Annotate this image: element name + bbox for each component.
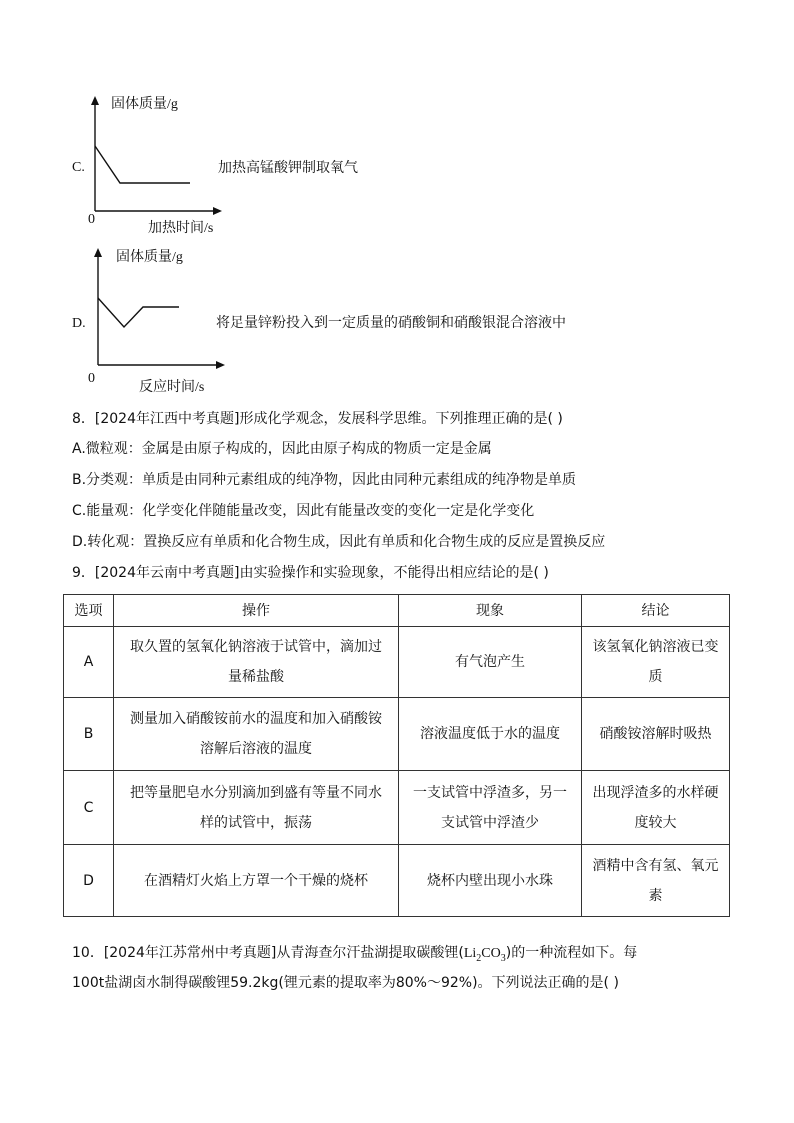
q10-stem-line2: 100t盐湖卤水制得碳酸锂59.2kg(锂元素的提取率为80%～92%)。下列说法正确的是( ) [72, 975, 619, 991]
option-d-origin: 0 [88, 371, 95, 386]
q9-table [63, 594, 730, 917]
formula-sub: 3 [500, 952, 506, 964]
formula-sub: 2 [476, 952, 482, 964]
header-option: 选项 [64, 595, 114, 627]
option-c-x-label: 加热时间/s [148, 221, 214, 236]
row-option: C [64, 771, 114, 845]
row-phenomenon: 一支试管中浮渣多，另一支试管中浮渣少 [399, 771, 582, 845]
option-c-origin: 0 [88, 212, 95, 227]
formula-base: Li [463, 946, 477, 961]
option-d-description: 将足量锌粉投入到一定质量的硝酸铜和硝酸银混合溶液中 [216, 315, 566, 331]
q10-stem-part1: 10．[2024年江苏常州中考真题]从青海查尔汗盐湖提取碳酸锂( [72, 945, 464, 961]
header-conclusion: 结论 [582, 595, 730, 627]
row-option: A [64, 627, 114, 698]
row-operation: 把等量肥皂水分别滴加到盛有等量不同水样的试管中，振荡 [114, 771, 399, 845]
row-phenomenon: 溶液温度低于水的温度 [399, 698, 582, 771]
row-option: D [64, 845, 114, 917]
q8-stem: 8．[2024年江西中考真题]形成化学观念，发展科学思维。下列推理正确的是( ) [72, 411, 563, 427]
table-row [64, 771, 730, 845]
q10-stem-line1 [72, 943, 637, 969]
q9-stem: 9．[2024年云南中考真题]由实验操作和实验现象，不能得出相应结论的是( ) [72, 565, 549, 581]
row-conclusion: 酒精中含有氢、氧元素 [582, 845, 730, 917]
option-c-y-label: 固体质量/g [111, 97, 178, 112]
option-c-letter: C. [72, 160, 85, 175]
table-row [64, 627, 730, 698]
table-row [64, 845, 730, 917]
row-conclusion: 硝酸铵溶解时吸热 [582, 698, 730, 771]
option-c-description: 加热高锰酸钾制取氧气 [218, 160, 358, 176]
option-d-x-label: 反应时间/s [139, 380, 205, 395]
row-operation: 取久置的氢氧化钠溶液于试管中，滴加过量稀盐酸 [114, 627, 399, 698]
header-operation: 操作 [114, 595, 399, 627]
table-row [64, 698, 730, 771]
option-c-curve [95, 146, 190, 183]
row-operation: 在酒精灯火焰上方罩一个干燥的烧杯 [114, 845, 399, 917]
q10-formula [463, 946, 506, 964]
option-d-curve [98, 298, 179, 327]
option-d-axes [88, 248, 228, 378]
row-phenomenon: 有气泡产生 [399, 627, 582, 698]
row-phenomenon: 烧杯内壁出现小水珠 [399, 845, 582, 917]
table-header-row [64, 595, 730, 627]
option-d-y-label: 固体质量/g [116, 250, 183, 265]
header-phenomenon: 现象 [399, 595, 582, 627]
row-option: B [64, 698, 114, 771]
q8-option-d: D.转化观：置换反应有单质和化合物生成，因此有单质和化合物生成的反应是置换反应 [72, 534, 606, 550]
row-conclusion: 出现浮渣多的水样硬度较大 [582, 771, 730, 845]
option-d-letter: D. [72, 316, 86, 331]
q8-option-a: A.微粒观：金属是由原子构成的，因此由原子构成的物质一定是金属 [72, 441, 492, 457]
option-c-axes [85, 96, 225, 226]
q8-option-b: B.分类观：单质是由同种元素组成的纯净物，因此由同种元素组成的纯净物是单质 [72, 472, 577, 488]
row-conclusion: 该氢氧化钠溶液已变质 [582, 627, 730, 698]
row-operation: 测量加入硝酸铵前水的温度和加入硝酸铵溶解后溶液的温度 [114, 698, 399, 771]
formula-mid: CO [481, 946, 501, 961]
q10-stem-part2: )的一种流程如下。每 [505, 945, 638, 961]
q8-option-c: C.能量观：化学变化伴随能量改变，因此有能量改变的变化一定是化学变化 [72, 503, 535, 519]
